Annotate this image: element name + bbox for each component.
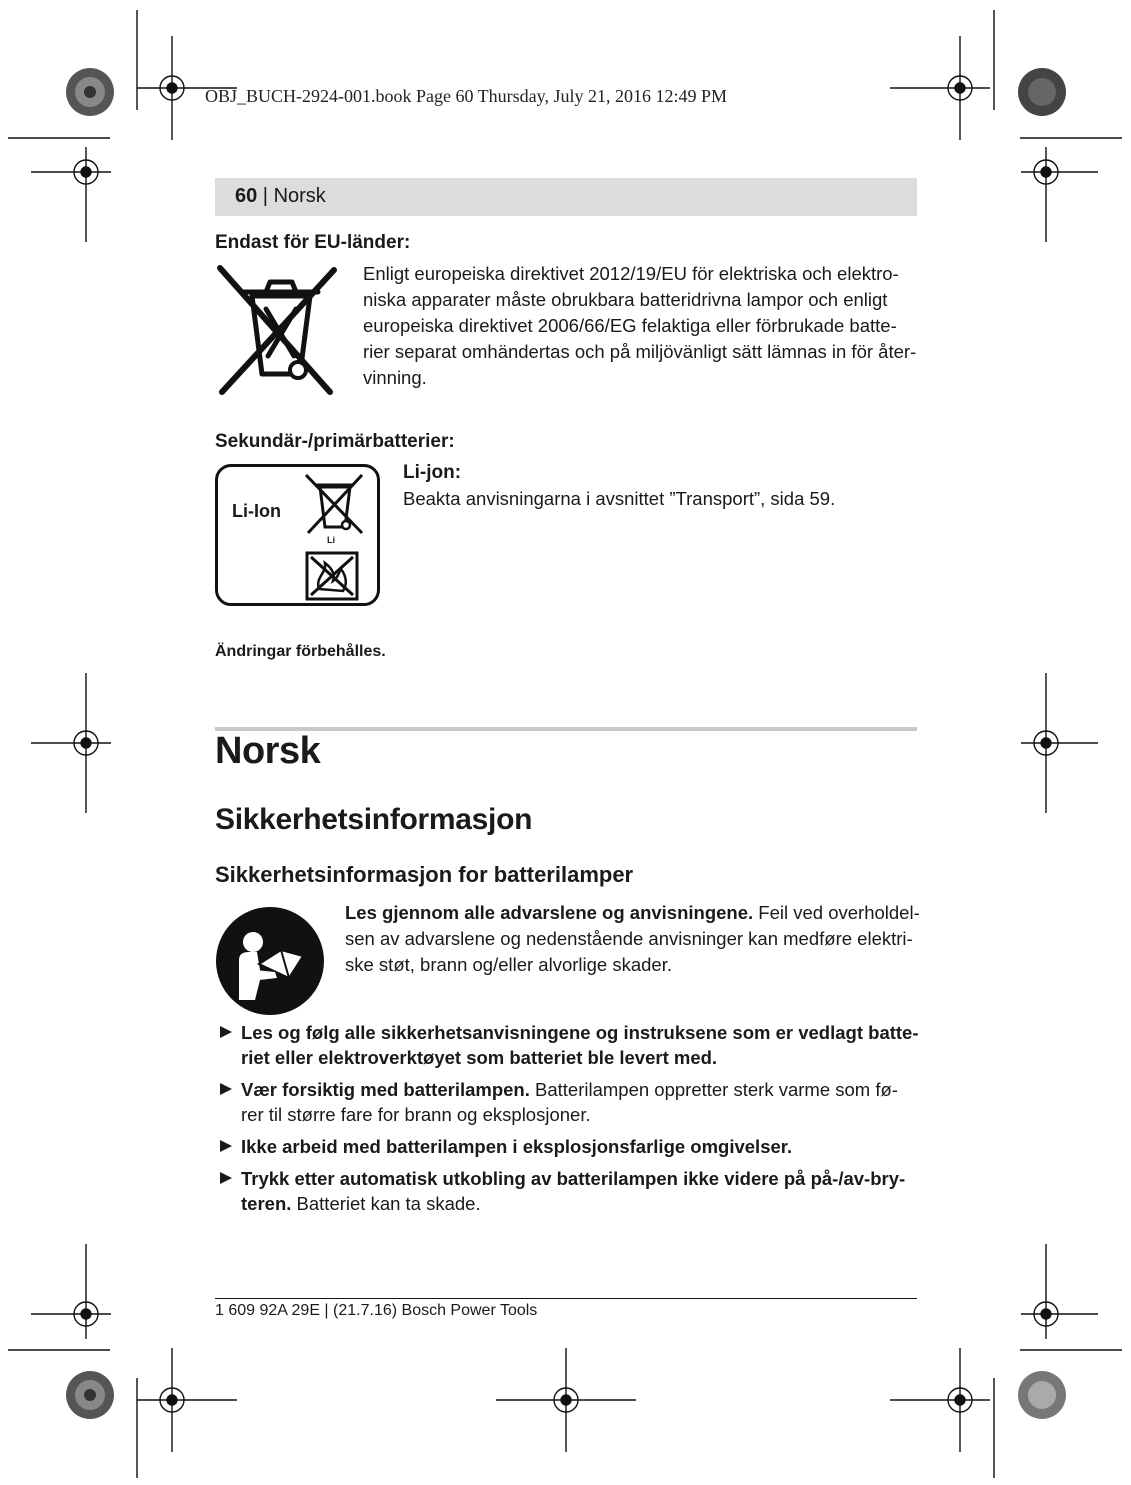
section-title: Norsk: [215, 730, 321, 772]
text-line: vinning.: [363, 367, 427, 388]
no-fire-icon: [305, 551, 359, 601]
li-ion-bin-icon: [300, 471, 368, 541]
bullet-bold: Trykk etter automatisk utkobling av batterilampen ikke videre på på-/av-bry-: [241, 1168, 906, 1189]
eu-heading: Endast för EU-länder:: [215, 232, 411, 253]
page-header: [235, 185, 326, 208]
footer-rule: [215, 1298, 917, 1299]
bullet-bold: Ikke arbeid med batterilampen i eksplosjonsfarlige omgivelser.: [241, 1136, 793, 1157]
page-number: 60: [235, 185, 258, 207]
bullet-triangle-icon: [220, 1140, 232, 1152]
crossed-bin-icon: [214, 264, 340, 398]
text-line: [345, 926, 925, 952]
changes-note: Ändringar förbehålles.: [215, 643, 386, 660]
lamp-safety-heading: Sikkerhetsinformasjon for batterilamper: [215, 862, 634, 887]
text-line: europeiska direktivet 2006/66/EG felaktiga eller förbrukade batte-: [363, 315, 897, 336]
warning-rest: Feil ved overholdel-: [753, 902, 920, 923]
text-line: rier separat omhändertas och på miljövänligt sätt lämnas in för åter-: [363, 341, 917, 362]
li-jon-subheading: Li-jon:: [403, 462, 462, 483]
list-item: [220, 1166, 920, 1216]
text-line: Enligt europeiska direktivet 2012/19/EU för elektriska och elektro-: [363, 263, 899, 284]
bullet-bold: teren.: [241, 1193, 292, 1214]
bullet-rest: Batteriet kan ta skade.: [291, 1193, 481, 1214]
warning-rest: ske støt, brann og/eller alvorlige skader.: [345, 954, 672, 975]
bullet-bold: Les og følg alle sikkerhetsanvisningene og instruksene som er vedlagt batte-: [241, 1022, 919, 1043]
text-line: niska apparater måste obrukbara batteridrivna lampor och enligt: [363, 289, 888, 310]
header-separator: |: [257, 185, 274, 207]
section-rule: [215, 727, 917, 731]
li-sub-label: Li: [327, 535, 335, 545]
page-header-bar: [215, 178, 917, 216]
bullet-rest: rer til større fare for brann og eksplosjoner.: [241, 1104, 591, 1125]
read-manual-icon: [215, 906, 325, 1016]
list-item: [220, 1077, 920, 1127]
li-ion-symbol-box: [215, 464, 380, 606]
bullet-triangle-icon: [220, 1026, 232, 1038]
bullet-triangle-icon: [220, 1083, 232, 1095]
text-line: [345, 952, 925, 978]
bullet-rest: Batterilampen oppretter sterk varme som fø-: [529, 1079, 898, 1100]
header-language: Norsk: [273, 185, 326, 207]
eu-disposal-text: [363, 261, 923, 391]
footer-text: 1 609 92A 29E | (21.7.16) Bosch Power Tools: [215, 1302, 538, 1319]
warning-rest: sen av advarslene og nedenstående anvisninger kan medføre elektri-: [345, 928, 913, 949]
list-item: [220, 1134, 920, 1159]
li-ion-label: Li-Ion: [232, 501, 281, 521]
warning-bold: Les gjennom alle advarslene og anvisningene.: [345, 902, 754, 923]
li-jon-text: Beakta anvisningarna i avsnittet ”Transport”, sida 59.: [403, 488, 836, 509]
text-line: [345, 900, 925, 926]
safety-bullets: [220, 1020, 920, 1223]
bullet-bold: riet eller elektroverktøyet som batteriet ble levert med.: [241, 1047, 718, 1068]
bullet-bold: Vær forsiktig med batterilampen.: [241, 1079, 530, 1100]
print-slug: OBJ_BUCH-2924-001.book Page 60 Thursday, July 21, 2016 12:49 PM: [205, 86, 728, 106]
warning-text: [345, 900, 925, 978]
bullet-triangle-icon: [220, 1172, 232, 1184]
battery-heading: Sekundär-/primärbatterier:: [215, 431, 455, 452]
list-item: [220, 1020, 920, 1070]
safety-heading: Sikkerhetsinformasjon: [215, 803, 533, 836]
